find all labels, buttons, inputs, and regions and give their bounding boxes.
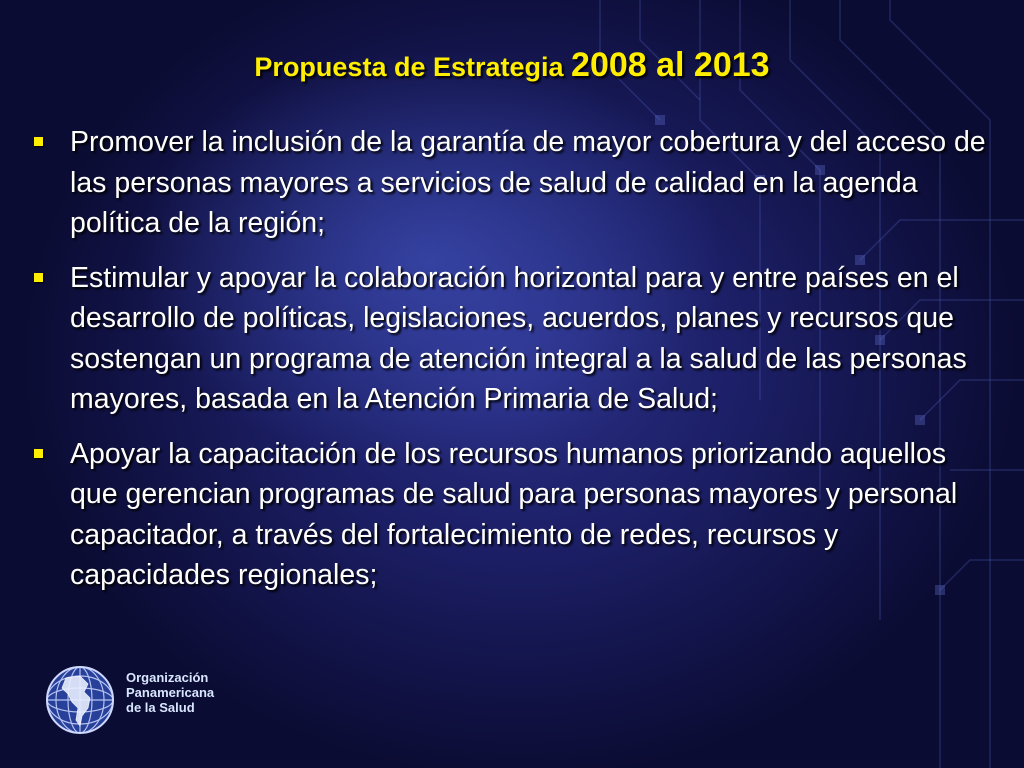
bullet-item [32,434,992,596]
square-bullet-icon [34,137,43,146]
slide-title-year-start: 2008 [571,46,647,84]
slide-title [0,46,1024,85]
logo-line-1: Organización [126,670,209,685]
square-bullet-icon [34,449,43,458]
bullet-list [32,122,992,610]
slide-title-year-range: al 2013 [646,46,770,84]
logo-line-2: Panamericana [126,685,215,700]
bullet-item [32,122,992,244]
logo-line-3: de la Salud [126,700,195,715]
bullet-text: Estimular y apoyar la colaboración horizontal para y entre países en el desarrollo de políticas, legislaciones, acuerdos, planes y recursos que sostengan un programa de atención integral a la salud de las personas mayores, basada en la Atención Primaria de Salud; [70,261,967,415]
bullet-text: Apoyar la capacitación de los recursos humanos priorizando aquellos que gerencian programas de salud para personas mayores y personal capacitador, a través del fortalecimiento de redes, recursos y capacidades regionales; [70,437,958,591]
logo-text [126,670,214,715]
bullet-item [32,258,992,420]
globe-icon [44,664,116,736]
square-bullet-icon [34,273,43,282]
bullet-text: Promover la inclusión de la garantía de mayor cobertura y del acceso de las personas mayores a servicios de salud de calidad en la agenda política de la región; [70,126,986,239]
slide-title-text: Propuesta de Estrategia [254,52,572,82]
paho-logo [44,664,244,736]
